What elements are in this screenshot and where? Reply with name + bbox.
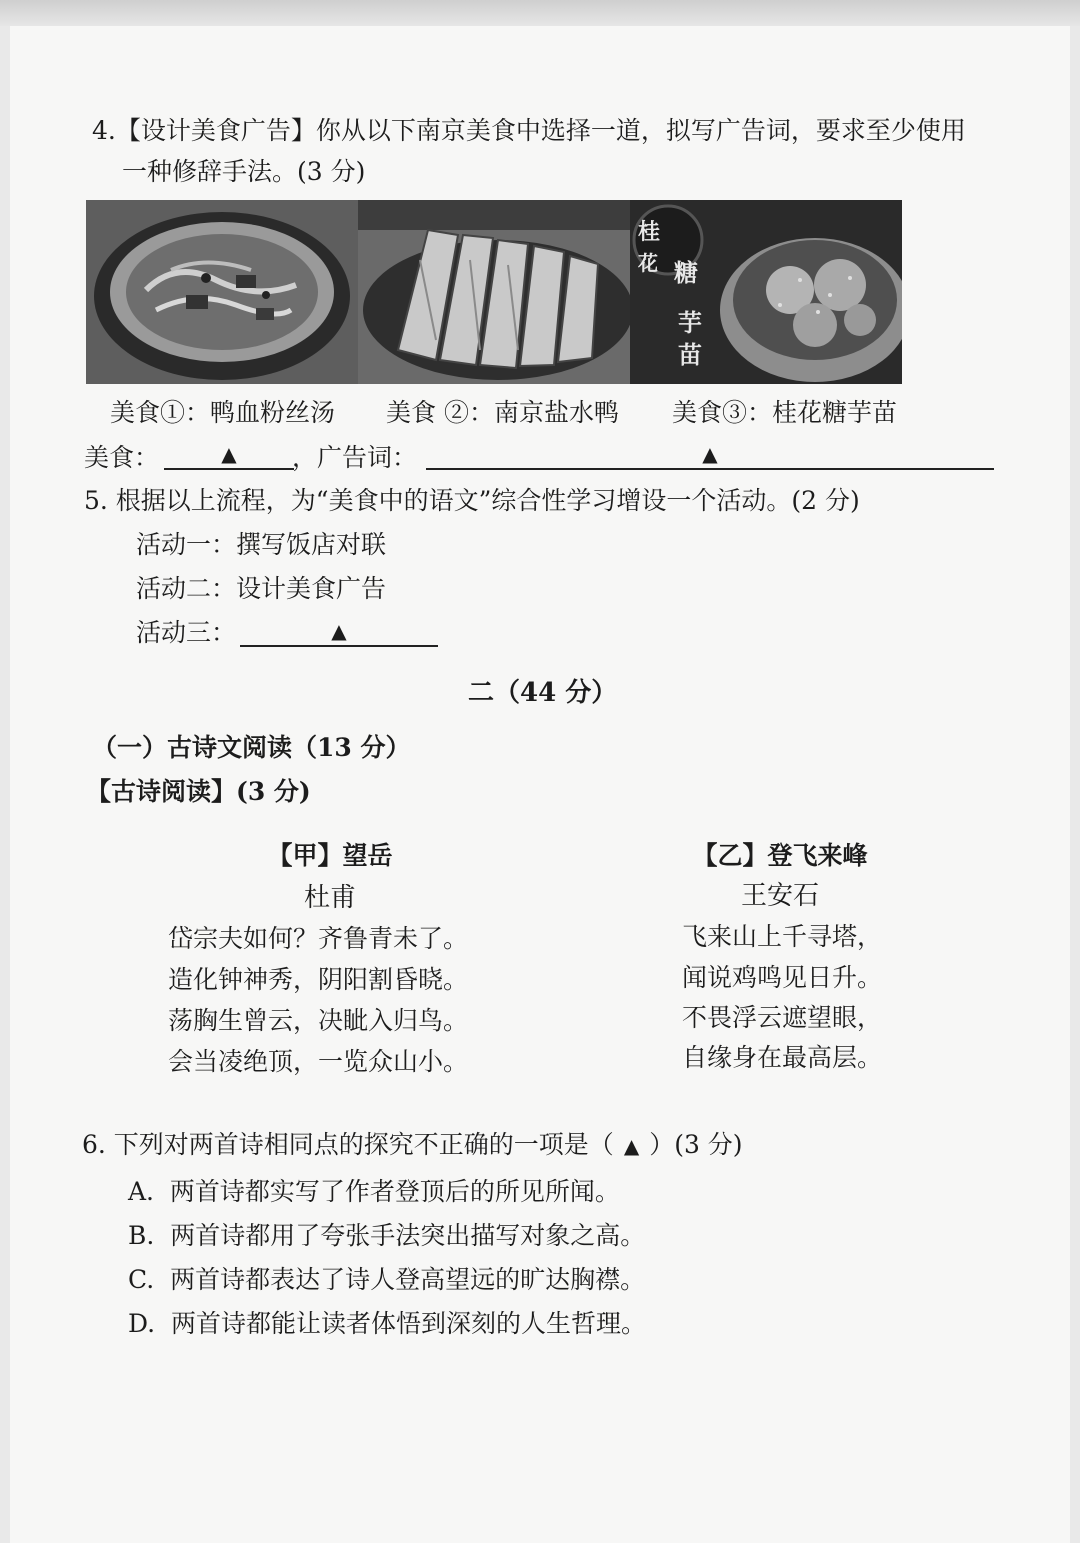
poem-b-line-3: 不畏浮云遮望眼， <box>682 1003 883 1032</box>
poem-b-title: 【乙】登飞来峰 <box>692 841 868 870</box>
poem-a-line-2: 造化钟神秀，阴阳割昏晓。 <box>168 965 469 994</box>
q6-stem-text: 6. 下列对两首诗相同点的探究不正确的一项是（ <box>82 1130 614 1159</box>
q6-option-c[interactable] <box>128 1265 645 1295</box>
q5-activity-2: 活动二：设计美食广告 <box>136 574 387 603</box>
photo-osmanthus-taro <box>630 200 902 384</box>
q4-line2: 一种修辞手法。(3 分) <box>122 157 366 186</box>
answer-marker: ▲ <box>331 619 347 643</box>
q6-option-a[interactable] <box>128 1177 620 1207</box>
poem-a-author: 杜甫 <box>303 883 356 913</box>
section2-sub1: （一）古诗文阅读（13 分） <box>92 733 411 762</box>
q4-line1: 4.【设计美食广告】你从以下南京美食中选择一道，拟写广告词，要求至少使用 <box>92 116 966 145</box>
photo3-label-hua: 花 <box>638 251 658 275</box>
q5-activity-3-blank[interactable] <box>240 617 438 647</box>
q5-activity-3-label: 活动三： <box>136 618 237 647</box>
photo-duck-blood-soup <box>86 200 358 384</box>
option-text: 两首诗都表达了诗人登高望远的旷达胸襟。 <box>170 1265 646 1294</box>
window-top-bar <box>0 0 1080 26</box>
poem-a-line-1: 岱宗夫如何？齐鲁青未了。 <box>168 924 469 953</box>
option-text: 两首诗都用了夸张手法突出描写对象之高。 <box>170 1221 646 1250</box>
food-caption-1: 美食①：鸭血粉丝汤 <box>110 398 336 427</box>
q5-activity-1: 活动一：撰写饭店对联 <box>136 530 387 559</box>
section2-sub2: 【古诗阅读】(3 分) <box>86 777 311 806</box>
answer-marker: ▲ <box>221 442 237 466</box>
q6-stem <box>82 1130 743 1160</box>
answer-marker: ▲ <box>702 442 718 466</box>
food-caption-3: 美食③：桂花糖芋苗 <box>672 398 898 427</box>
section2-title: 二（44 分） <box>468 678 618 708</box>
option-letter: B. <box>128 1221 155 1250</box>
poem-b-author: 王安石 <box>740 881 819 911</box>
food-label: 美食： <box>84 443 160 472</box>
poem-a-title: 【甲】望岳 <box>267 841 393 870</box>
q5-text: 5. 根据以上流程，为“美食中的语文”综合性学习增设一个活动。(2 分) <box>84 486 860 515</box>
q6-option-d[interactable] <box>128 1309 646 1339</box>
option-letter: A. <box>128 1177 155 1206</box>
q6-stem-score: ）(3 分) <box>649 1130 743 1159</box>
q6-option-b[interactable] <box>128 1221 645 1251</box>
food-answer-blank[interactable] <box>164 440 294 470</box>
poem-b-line-2: 闻说鸡鸣见日升。 <box>682 963 883 992</box>
slogan-label: ，广告词： <box>292 443 418 472</box>
photo3-label-miao: 苗 <box>678 340 702 369</box>
q6-answer-marker[interactable]: ▲ <box>623 1134 640 1158</box>
photo-salted-duck <box>358 200 630 384</box>
option-text: 两首诗都实写了作者登顶后的所见所闻。 <box>169 1177 620 1206</box>
option-letter: C. <box>128 1265 155 1294</box>
photo3-label-tang: 糖 <box>674 258 698 287</box>
photo3-label-yu: 芋 <box>678 308 702 337</box>
poem-b-line-4: 自缘身在最高层。 <box>682 1043 883 1072</box>
poem-a-line-3: 荡胸生曾云，决眦入归鸟。 <box>168 1006 469 1035</box>
option-text: 两首诗都能让读者体悟到深刻的人生哲理。 <box>171 1309 647 1338</box>
food-caption-2: 美食 ②：南京盐水鸭 <box>386 398 619 427</box>
option-letter: D. <box>128 1309 156 1338</box>
poem-a-line-4: 会当凌绝顶，一览众山小。 <box>168 1047 469 1076</box>
slogan-answer-blank[interactable] <box>426 440 994 470</box>
photo3-label-gui: 桂 <box>638 219 661 245</box>
poem-b-line-1: 飞来山上千寻塔， <box>682 922 883 951</box>
